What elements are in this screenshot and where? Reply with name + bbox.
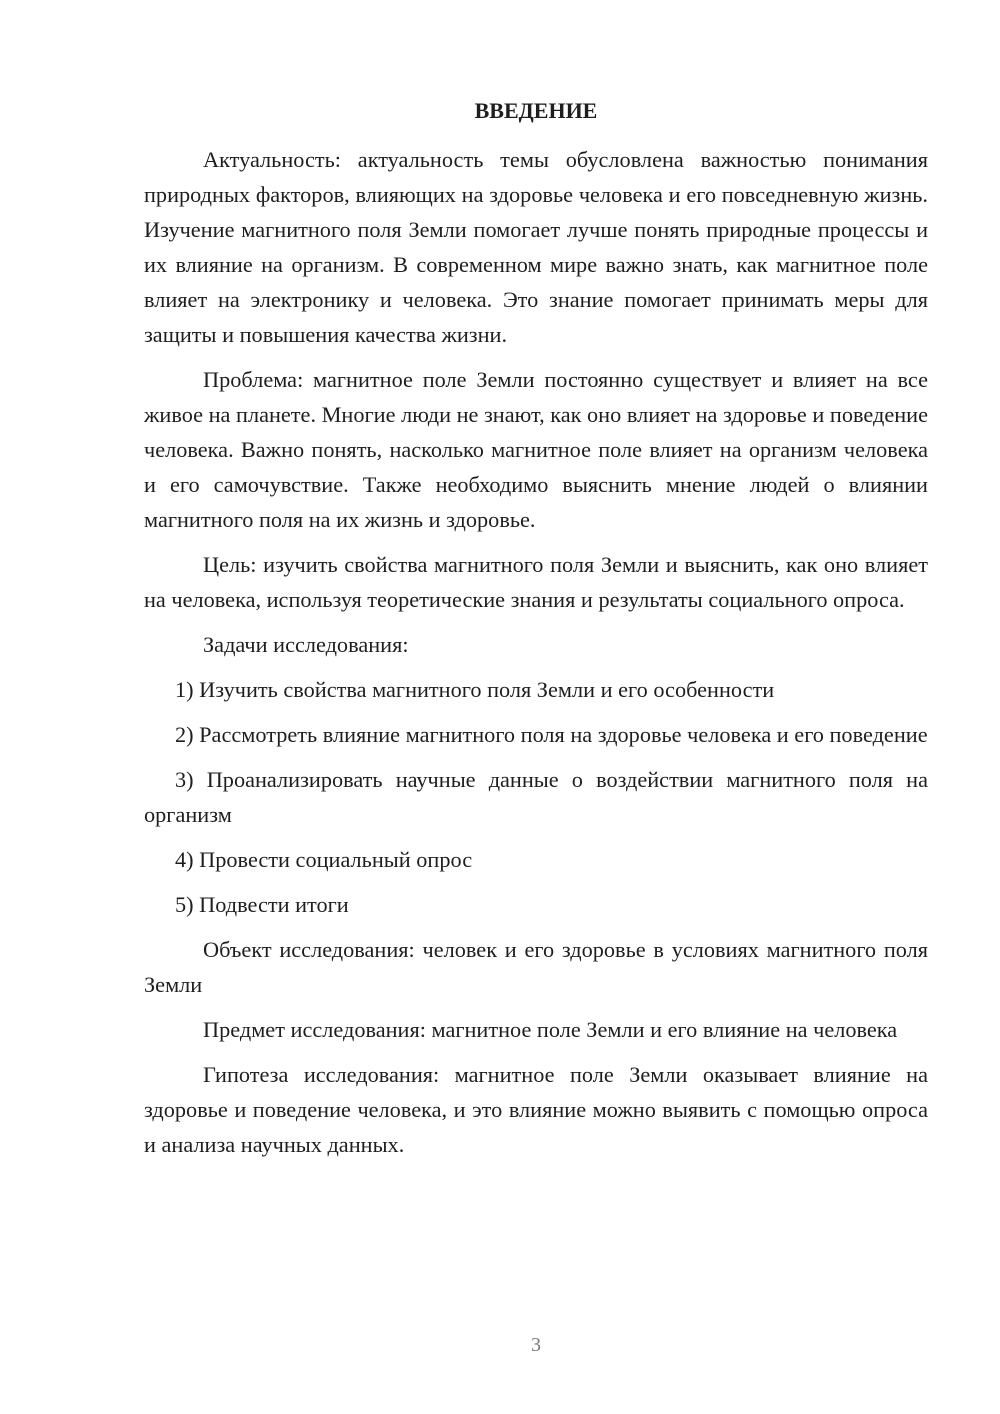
- task-item-2: 2) Рассмотреть влияние магнитного поля на здоровье человека и его поведение: [175, 722, 928, 747]
- page-number: 3: [531, 1334, 541, 1356]
- subject-paragraph: Предмет исследования: магнитное поле Земли и его влияние на человека: [203, 1017, 898, 1042]
- task-item-1: 1) Изучить свойства магнитного поля Земли и его особенности: [175, 677, 775, 702]
- problem-paragraph: Проблема: магнитное поле Земли постоянно существует и влияет на все живое на планете. Многие люди не знают, как оно влияет на здоровье и поведение человека. Важно понять, насколько магнитное поле влияет на организм человека и его самочувствие. Также необходимо выяснить мнение людей о влиянии магнитного поля на их жизнь и здоровье.: [144, 367, 928, 532]
- object-paragraph: Объект исследования: человек и его здоровье в условиях магнитного поля Земли: [144, 937, 928, 997]
- goal-paragraph: Цель: изучить свойства магнитного поля Земли и выяснить, как оно влияет на человека, используя теоретические знания и результаты социального опроса.: [144, 552, 928, 612]
- task-item-4: 4) Провести социальный опрос: [175, 847, 473, 872]
- relevance-paragraph: Актуальность: актуальность темы обусловлена важностью понимания природных факторов, влияющих на здоровье человека и его повседневную жизнь. Изучение магнитного поля Земли помогает лучше понять природные процессы и их влияние на организм. В современном мире важно знать, как магнитное поле влияет на электронику и человека. Это знание помогает принимать меры для защиты и повышения качества жизни.: [144, 147, 928, 347]
- section-heading: ВВЕДЕНИЕ: [474, 98, 598, 123]
- task-item-5: 5) Подвести итоги: [175, 892, 349, 917]
- tasks-heading: Задачи исследования:: [203, 632, 409, 657]
- document-body: [144, 142, 928, 1172]
- task-item-3: 3) Проанализировать научные данные о воздействии магнитного поля на организм: [144, 767, 928, 827]
- hypothesis-paragraph: Гипотеза исследования: магнитное поле Земли оказывает влияние на здоровье и поведение человека, и это влияние можно выявить с помощью опроса и анализа научных данных.: [144, 1062, 928, 1157]
